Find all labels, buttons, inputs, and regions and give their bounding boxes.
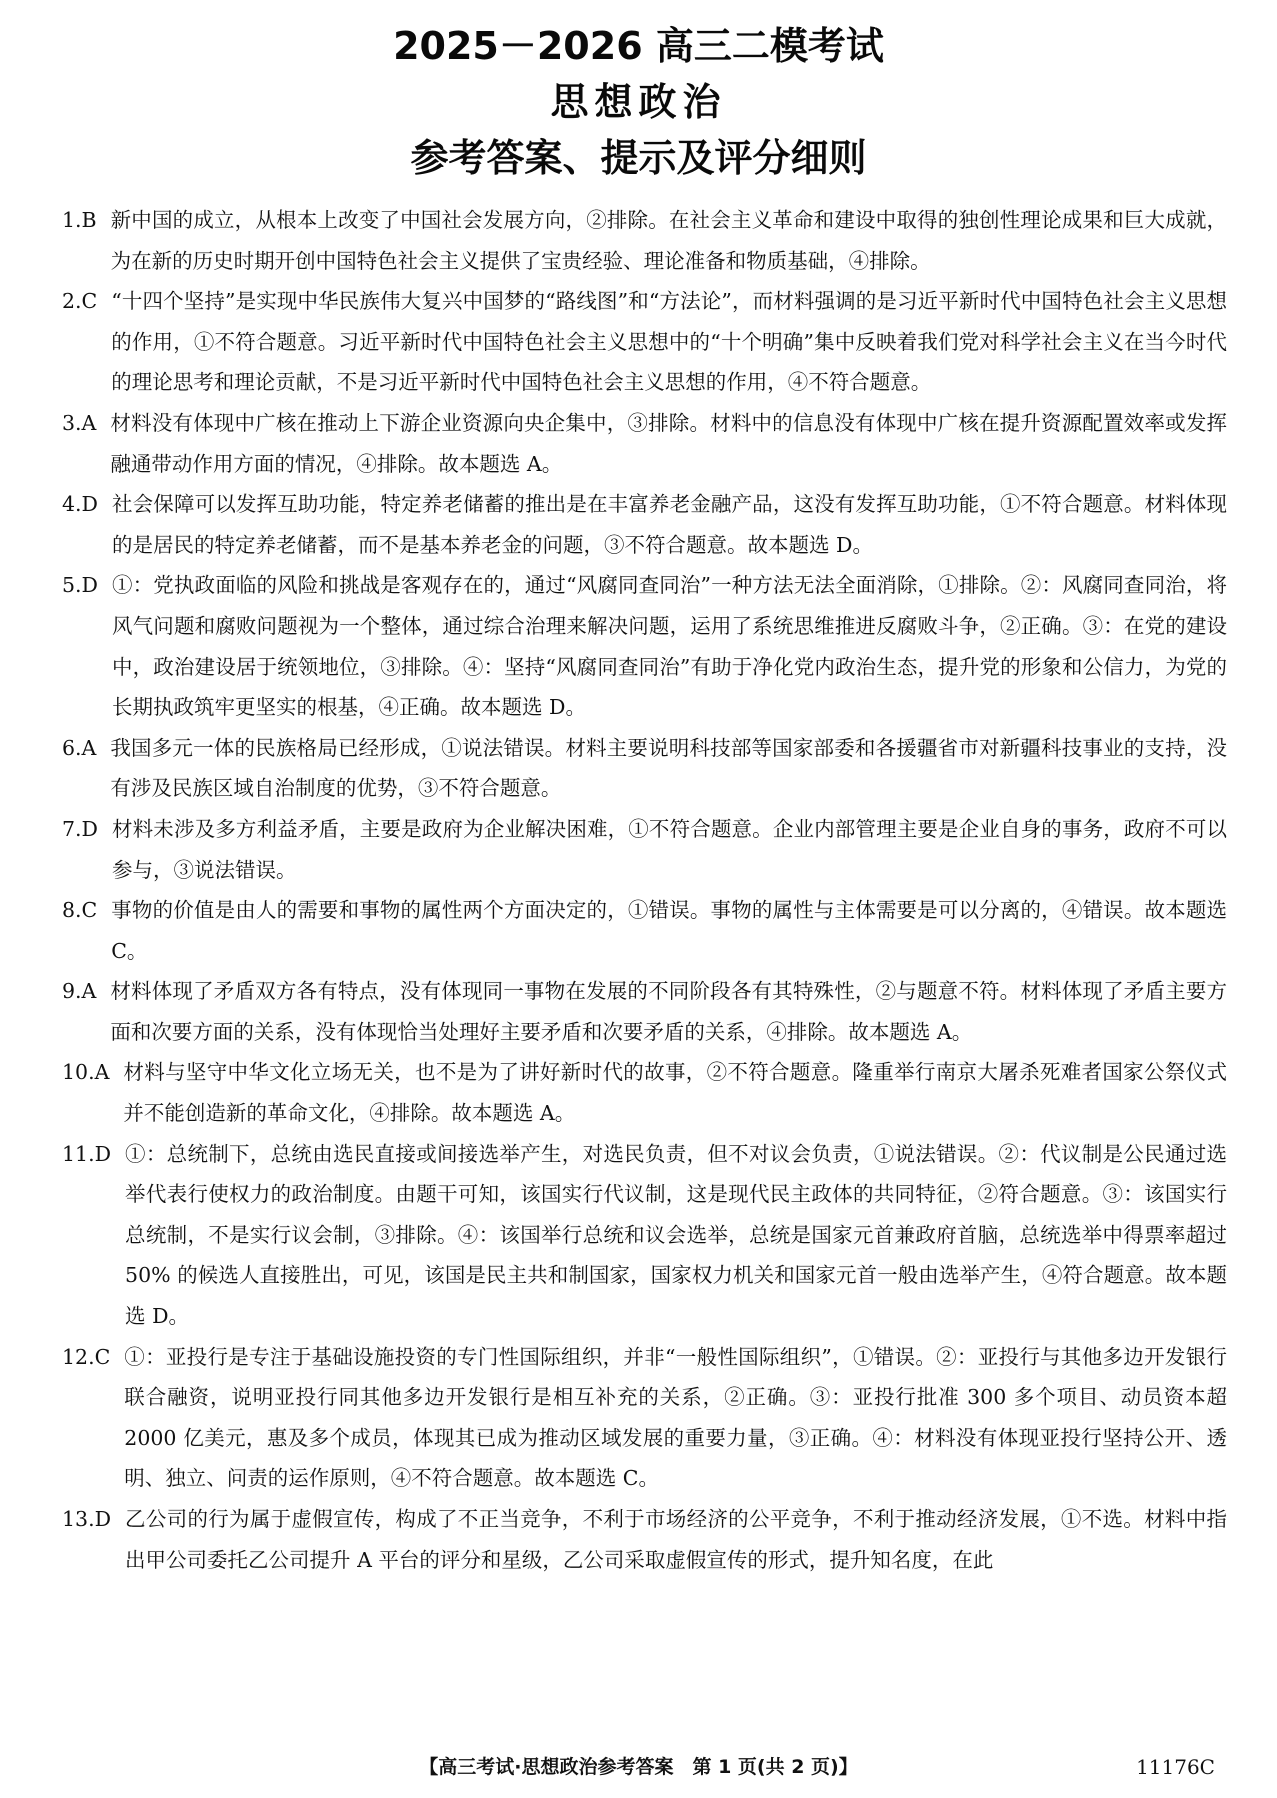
answer-number: 11.D xyxy=(62,1141,112,1166)
answer-number: 4.D xyxy=(62,492,98,517)
answer-item-1 xyxy=(62,200,1227,281)
answer-explanation: ①：党执政面临的风险和挑战是客观存在的，通过“风腐同查同治”一种方法无法全面消除，①排除。②：风腐同查同治，将风气问题和腐败问题视为一个整体，通过综合治理来解决问题，运用了系统思维推进反腐败斗争，②正确。③：在党的建设中，政治建设居于统领地位，③排除。④：坚持“风腐同查同治”有助于净化党内政治生态，提升党的形象和公信力，为党的长期执政筑牢更坚实的根基，④正确。故本题选 D。 xyxy=(112,573,1227,720)
answer-item-7 xyxy=(62,809,1227,890)
answer-explanation: 社会保障可以发挥互助功能，特定养老储蓄的推出是在丰富养老金融产品，这没有发挥互助功能，①不符合题意。材料体现的是居民的特定养老储蓄，而不是基本养老金的问题，③不符合题意。故本题选 D。 xyxy=(112,492,1227,557)
answer-list xyxy=(62,200,1227,1580)
answer-explanation: 乙公司的行为属于虚假宣传，构成了不正当竞争，不利于市场经济的公平竞争，不利于推动经济发展，①不选。材料中指出甲公司委托乙公司提升 A 平台的评分和星级，乙公司采取虚假宣传的形式，提升知名度，在此 xyxy=(125,1507,1227,1572)
answer-item-8 xyxy=(62,890,1227,971)
answer-number: 13.D xyxy=(62,1507,112,1531)
answer-number: 10.A xyxy=(62,1060,110,1085)
answer-item-13 xyxy=(62,1499,1227,1580)
answer-item-6 xyxy=(62,728,1227,809)
answer-number: 2.C xyxy=(62,289,98,314)
answer-item-4 xyxy=(62,484,1227,565)
answer-item-9 xyxy=(62,971,1227,1052)
subject-title: 思想政治 xyxy=(550,80,727,124)
answer-number: 9.A xyxy=(62,979,97,1004)
answer-explanation: 材料与坚守中华文化立场无关，也不是为了讲好新时代的故事，②不符合题意。隆重举行南京大屠杀死难者国家公祭仪式并不能创造新的革命文化，④排除。故本题选 A。 xyxy=(123,1060,1227,1126)
answer-item-11 xyxy=(62,1134,1227,1337)
answer-number: 1.B xyxy=(62,208,97,232)
footer-paper-code: 11176C xyxy=(1136,1755,1215,1779)
answer-explanation: ①：总统制下，总统由选民直接或间接选举产生，对选民负责，但不对议会负责，①说法错误。②：代议制是公民通过选举代表行使权力的政治制度。由题干可知，该国实行代议制，这是现代民主政体的共同特征，②符合题意。③：该国实行总统制，不是实行议会制，③排除。④：该国举行总统和议会选举，总统是国家元首兼政府首脑，总统选举中得票率超过 50% 的候选人直接胜出，可见，该国是民主共和制国家，国家权力机关和国家元首一般由选举产生，④符合题意。故本题选 D。 xyxy=(125,1141,1227,1329)
exam-title: 2025－2026 高三二模考试 xyxy=(393,24,884,68)
answer-explanation: “十四个坚持”是实现中华民族伟大复兴中国梦的“路线图”和“方法论”，而材料强调的是习近平新时代中国特色社会主义思想的作用，①不符合题意。习近平新时代中国特色社会主义思想中的“十个明确”集中反映着我们党对科学社会主义在当今时代的理论思考和理论贡献，不是习近平新时代中国特色社会主义思想的作用，④不符合题意。 xyxy=(111,289,1227,395)
page-footer xyxy=(0,1751,1277,1783)
answer-explanation: 材料未涉及多方利益矛盾，主要是政府为企业解决困难，①不符合题意。企业内部管理主要是企业自身的事务，政府不可以参与，③说法错误。 xyxy=(112,816,1227,882)
answer-item-5 xyxy=(62,565,1227,727)
answer-explanation: 事物的价值是由人的需要和事物的属性两个方面决定的，①错误。事物的属性与主体需要是可以分离的，④错误。故本题选 C。 xyxy=(111,898,1227,963)
answer-item-3 xyxy=(62,403,1227,484)
answer-number: 5.D xyxy=(62,573,98,598)
answer-item-12 xyxy=(62,1337,1227,1499)
answer-explanation: 材料没有体现中广核在推动上下游企业资源向央企集中，③排除。材料中的信息没有体现中广核在提升资源配置效率或发挥融通带动作用方面的情况，④排除。故本题选 A。 xyxy=(110,410,1227,476)
answer-number: 12.C xyxy=(62,1344,111,1369)
answer-key-title: 参考答案、提示及评分细则 xyxy=(410,136,867,180)
footer-page-label: 【高三考试·思想政治参考答案 第 1 页(共 2 页)】 xyxy=(419,1756,858,1778)
answer-number: 8.C xyxy=(62,898,98,923)
answer-number: 6.A xyxy=(62,735,97,760)
document-header xyxy=(0,18,1277,186)
answer-explanation: 我国多元一体的民族格局已经形成，①说法错误。材料主要说明科技部等国家部委和各援疆省市对新疆科技事业的支持，没有涉及民族区域自治制度的优势，③不符合题意。 xyxy=(110,735,1227,801)
answer-explanation: 材料体现了矛盾双方各有特点，没有体现同一事物在发展的不同阶段各有其特殊性，②与题意不符。材料体现了矛盾主要方面和次要方面的关系，没有体现恰当处理好主要矛盾和次要矛盾的关系，④排除。故本题选 A。 xyxy=(110,979,1227,1044)
answer-number: 7.D xyxy=(62,816,98,841)
answer-number: 3.A xyxy=(62,410,97,435)
answer-item-2 xyxy=(62,281,1227,403)
answer-explanation: ①：亚投行是专注于基础设施投资的专门性国际组织，并非“一般性国际组织”，①错误。②：亚投行与其他多边开发银行联合融资，说明亚投行同其他多边开发银行是相互补充的关系，②正确。③：亚投行批准 300 多个项目、动员资本超 2000 亿美元，惠及多个成员，体现其已成为推动区域发展的重要力量，③正确。④：材料没有体现亚投行坚持公开、透明、独立、问责的运作原则，④不符合题意。故本题选 C。 xyxy=(124,1344,1227,1491)
answer-item-10 xyxy=(62,1052,1227,1133)
answer-explanation: 新中国的成立，从根本上改变了中国社会发展方向，②排除。在社会主义革命和建设中取得的独创性理论成果和巨大成就，为在新的历史时期开创中国特色社会主义提供了宝贵经验、理论准备和物质基础，④排除。 xyxy=(110,208,1227,273)
